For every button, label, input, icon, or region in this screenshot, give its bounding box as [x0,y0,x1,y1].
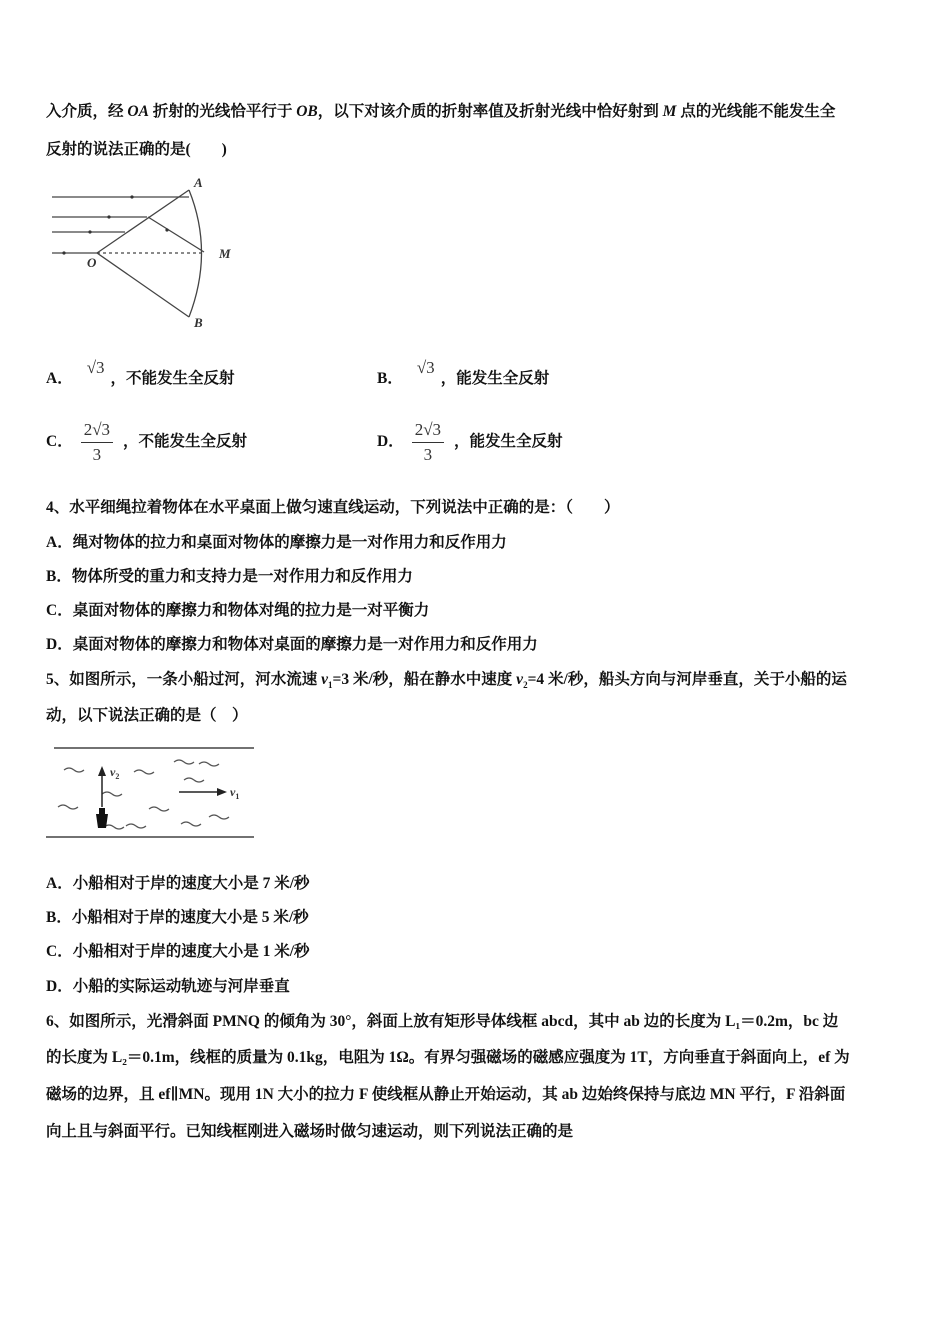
q4-option-d: D．桌面对物体的摩擦力和物体对桌面的摩擦力是一对作用力和反作用力 [46,636,538,653]
q4-option-b: B．物体所受的重力和支持力是一对作用力和反作用力 [46,568,413,585]
q5-option-c: C．小船相对于岸的速度大小是 1 米/秒 [46,943,310,960]
q3-stem-line2: 反射的说法正确的是( ) [46,141,227,158]
q3-option-c: C． $\frac{2√3}{3}$ ，不能发生全反射 [46,420,248,464]
label-M: M [219,246,231,261]
q5-option-b: B．小船相对于岸的速度大小是 5 米/秒 [46,909,309,926]
q3-option-b: B．√3，能发生全反射 [377,358,550,387]
q3-stem-line1: 入介质，经 OA 折射的光线恰平行于 OB，以下对该介质的折射率值及折射光线中恰好射到 M 点的光线能不能发生全 [46,103,836,120]
q4-stem: 4、水平细绳拉着物体在水平桌面上做匀速直线运动，下列说法中正确的是：（ ） [46,499,620,516]
q4-option-c: C．桌面对物体的摩擦力和物体对绳的拉力是一对平衡力 [46,602,430,619]
q5-stem-line1: 5、如图所示，一条小船过河，河水流速 $v_1=3$ 米/秒，船在静水中速度 $v_2=4$ 米/秒，船头方向与河岸垂直，关于小船的运 [46,671,847,691]
q5-option-d: D．小船的实际运动轨迹与河岸垂直 [46,978,290,995]
label-v1: $v_1$ [230,785,240,801]
river-figure [44,742,259,842]
q5-stem-line2: 动，以下说法正确的是（ ） [46,707,248,724]
boat-icon [96,808,108,828]
refraction-figure [52,172,237,332]
q6-stem-line1: 6、如图所示，光滑斜面 PMNQ 的倾角为 30°，斜面上放有矩形导体线框 abcd，其中 ab 边的长度为 L₁＝0.2m，bc 边 [46,1013,839,1030]
q5-option-a: A．小船相对于岸的速度大小是 7 米/秒 [46,875,310,892]
label-B: B [194,315,203,330]
label-A: A [194,175,203,190]
q6-stem-line2: 的长度为 L₂＝0.1m，线框的质量为 0.1kg，电阻为 1Ω。有界匀强磁场的磁感应强度为 1T，方向垂直于斜面向上，ef 为 [46,1049,850,1066]
q3-option-d: D． $\frac{2√3}{3}$ ，能发生全反射 [377,420,563,464]
label-v2: $v_2$ [110,765,120,781]
label-O: O [87,255,97,270]
q6-stem-line3: 磁场的边界，且 ef∥MN。现用 1N 大小的拉力 F 使线框从静止开始运动，其 ab 边始终保持与底边 MN 平行，F 沿斜面 [46,1086,846,1103]
q4-option-a: A．绳对物体的拉力和桌面对物体的摩擦力是一对作用力和反作用力 [46,534,507,551]
q6-stem-line4: 向上且与斜面平行。已知线框刚进入磁场时做匀速运动，则下列说法正确的是 [46,1123,574,1140]
q3-option-a: A．√3，不能发生全反射 [46,358,235,387]
